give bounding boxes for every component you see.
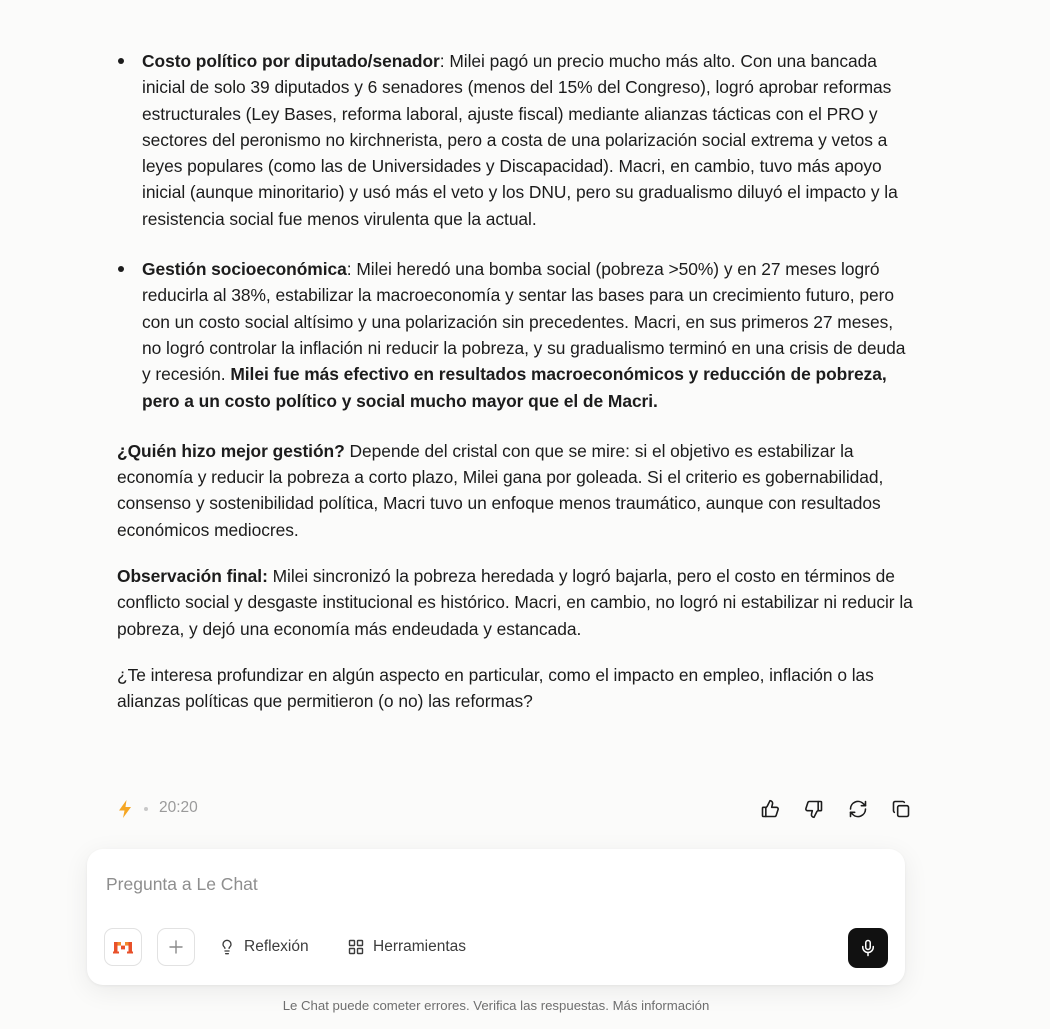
bullet-bold-conclusion: Milei fue más efectivo en resultados macroeconómicos y reducción de pobreza, pero a un costo político y social mucho mayor que el de Macri.: [142, 364, 887, 411]
add-attachment-button[interactable]: [157, 928, 195, 966]
reflection-button[interactable]: [219, 934, 309, 960]
plus-icon: [168, 939, 184, 955]
question-heading: ¿Quién hizo mejor gestión?: [117, 440, 345, 461]
bullet-list: [117, 48, 917, 414]
regenerate-icon: [848, 799, 868, 819]
bullet-title: Costo político por diputado/senador: [142, 51, 440, 71]
lightbulb-icon: [219, 938, 235, 956]
le-chat-logo-icon: [113, 939, 133, 955]
closing-paragraph: ¿Te interesa profundizar en algún aspecto en particular, como el impacto en empleo, inflación o las alianzas políticas que permitieron (o no) las reformas?: [117, 664, 874, 712]
grid-icon: [348, 939, 364, 955]
question-paragraph: [117, 438, 917, 543]
tools-button[interactable]: [348, 934, 466, 960]
copy-button[interactable]: [889, 797, 913, 821]
list-item: [142, 48, 917, 232]
lightning-icon: [117, 799, 133, 819]
thumbs-up-button[interactable]: [758, 797, 782, 821]
footer-disclaimer: [0, 998, 992, 1013]
voice-input-button[interactable]: [848, 928, 888, 968]
copy-icon: [891, 799, 911, 819]
final-paragraph: [117, 563, 917, 642]
assistant-message: [117, 48, 917, 735]
list-item: [142, 256, 917, 414]
tools-label: Herramientas: [373, 938, 467, 955]
more-info-link[interactable]: Más información: [612, 998, 710, 1013]
question-text: Depende del cristal con que se mire: si el objetivo es estabilizar la economía y reducir la pobreza a corto plazo, Milei gana por goleada. Si el criterio es gobernabilidad, consenso y sostenibilidad política, Macri tuvo un enfoque menos traumático, aunque con resultados económicos mediocres.: [117, 440, 884, 540]
message-timestamp: 20:20: [159, 799, 198, 816]
chat-input[interactable]: [106, 871, 866, 897]
mode-selector-button[interactable]: [104, 928, 142, 966]
bullet-text: : Milei heredó una bomba social (pobreza >50%) y en 27 meses logró reducirla al 38%, estabilizar la macroeconomía y sentar las bases para un crecimiento futuro, pero con un costo social altísimo y una polarización sin precedentes. Macri, en sus primeros 27 meses, no logró controlar la inflación ni reducir la pobreza, y su gradualismo terminó en una crisis de deuda y recesión.: [142, 259, 906, 385]
final-text: Milei sincronizó la pobreza heredada y logró bajarla, pero el costo en términos de conflicto social y desgaste institucional es histórico. Macri, en cambio, no logró ni estabilizar ni reducir la pobreza, y dejó una economía más endeudada y estancada.: [117, 566, 913, 639]
thumbs-up-icon: [760, 799, 780, 819]
chat-composer: [87, 849, 905, 985]
reflection-label: Reflexión: [244, 938, 309, 955]
bullet-title: Gestión socioeconómica: [142, 259, 347, 280]
bullet-text: : Milei pagó un precio mucho más alto. Con una bancada inicial de solo 39 diputados y 6 senadores (menos del 15% del Congreso), logró aprobar reformas estructurales (Ley Bases, reforma laboral, ajuste fiscal) mediante alianzas tácticas con el PRO y sectores del peronismo no kirchnerista, pero a costa de una polarización social extrema y vetos a leyes populares (como las de Universidades y Discapacidad). Macri, en cambio, tuvo más apoyo inicial (aunque minoritario) y usó más el veto y los DNU, pero su gradualismo diluyó el impacto y la resistencia social fue menos virulenta que la actual.: [142, 51, 898, 229]
regenerate-button[interactable]: [846, 797, 870, 821]
thumbs-down-icon: [804, 799, 824, 819]
disclaimer-text: Le Chat puede cometer errores. Verifica las respuestas.: [282, 998, 609, 1013]
thumbs-down-button[interactable]: [802, 797, 826, 821]
message-meta-row: [117, 796, 913, 822]
separator-dot: [144, 807, 148, 811]
microphone-icon: [859, 939, 877, 957]
final-heading: Observación final:: [117, 566, 268, 587]
